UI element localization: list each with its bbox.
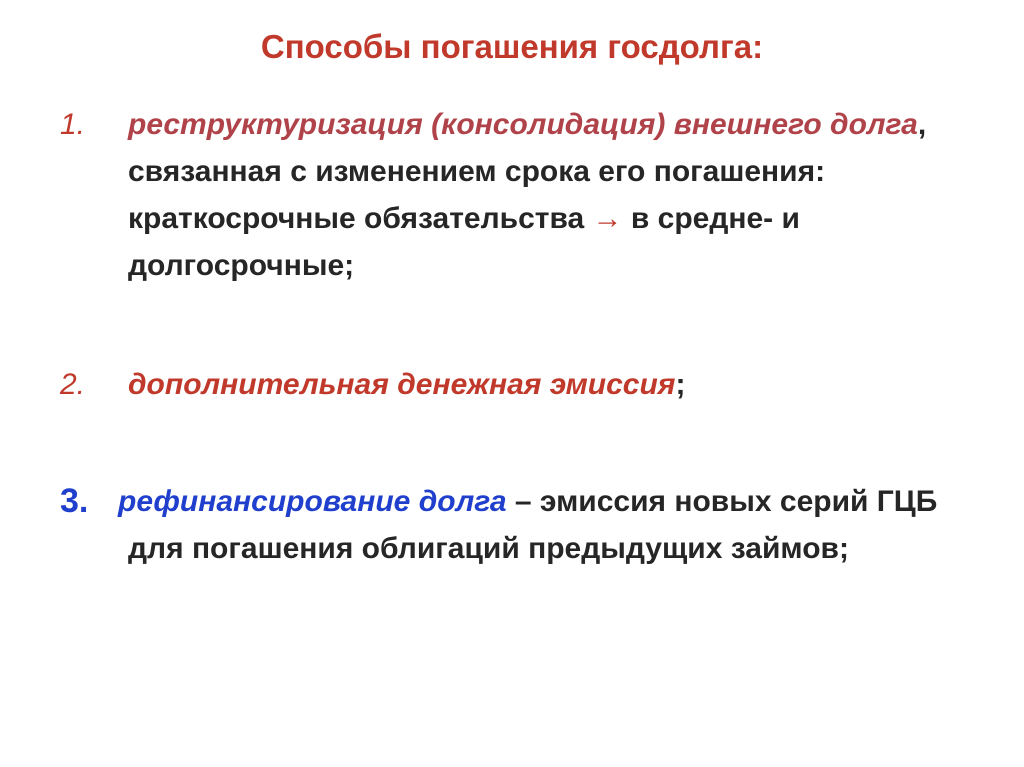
arrow-right-icon: → [592,202,623,235]
item-3-text: – эмиссия новых серий ГЦБ для погашения облигаций предыдущих займов; [128,485,938,565]
list-item-2-text [128,361,980,408]
list-item-1-text [128,101,980,289]
list-item-3-text [118,478,980,572]
list-number-3: 3. [60,482,89,520]
term-money-emission: дополнительная денежная эмиссия [128,368,676,401]
item-2-text: ; [675,368,686,401]
item-1-text-after-arrow: в средне- и долгосрочные; [128,202,800,282]
item-1-text-before-arrow: , связанная с изменением срока его погашения: краткосрочные обязательства [128,108,927,235]
list-item-1 [60,101,980,289]
list-item-2 [60,361,980,408]
slide-title: Способы погашения госдолга: [260,28,764,65]
term-refinancing: рефинансирование долга [118,485,507,518]
list-number-2: 2. [60,368,86,401]
list-number-1: 1. [60,108,86,141]
term-restructuring: реструктуризация (консолидация) внешнего долга [128,108,918,141]
list-item-3 [60,478,980,572]
